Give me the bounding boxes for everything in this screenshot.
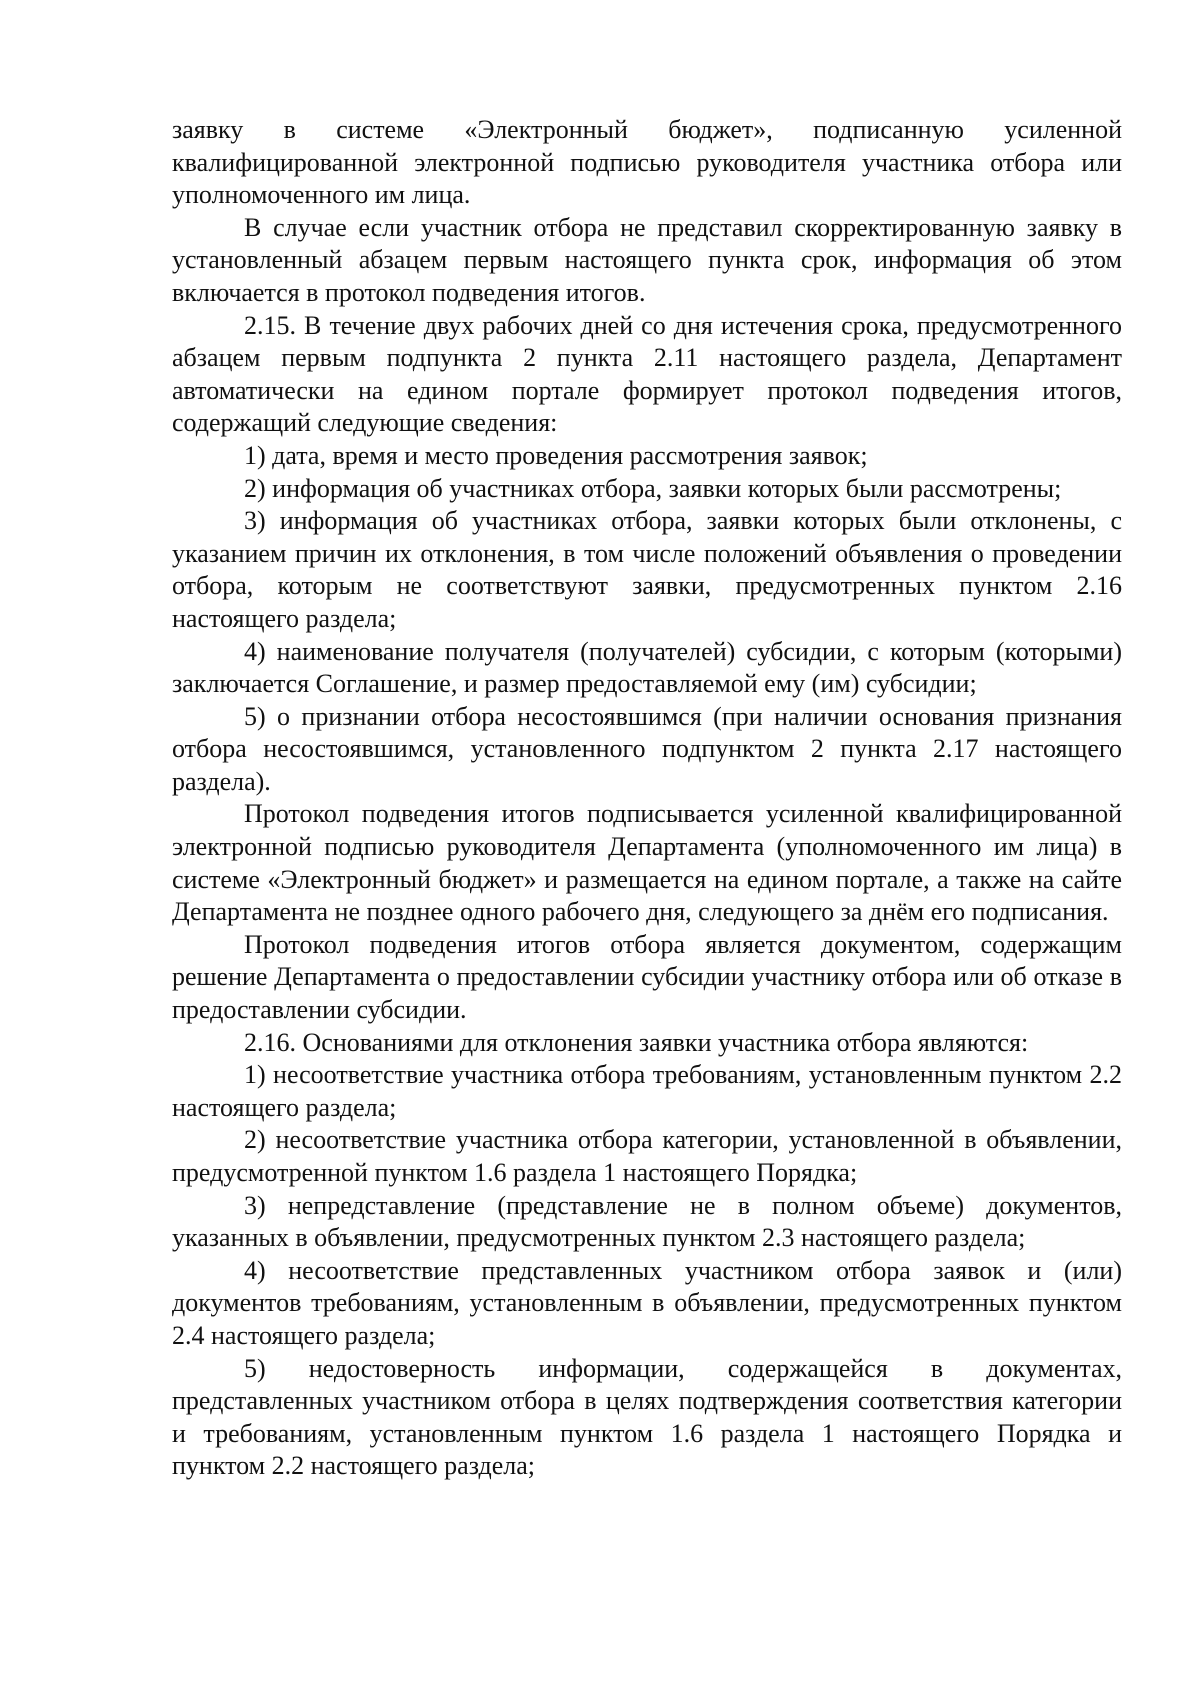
list-item: 1) несоответствие участника отбора требованиям, установленным пунктом 2.2 настоящего раздела; — [172, 1060, 1122, 1122]
list-item: 5) о признании отбора несостоявшимся (при наличии основания признания отбора несостоявшимся, установленного подпунктом 2 пункта 2.17 настоящего раздела). — [172, 701, 1122, 796]
paragraph-continuation: заявку в системе «Электронный бюджет», подписанную усиленной квалифицированной электронной подписью руководителя участника отбора или уполномоченного им лица. — [172, 115, 1122, 210]
list-item: 3) непредставление (представление не в полном объеме) документов, указанных в объявлении, предусмотренных пунктом 2.3 настоящего раздела; — [172, 1190, 1122, 1253]
list-item: 5) недостоверность информации, содержащейся в документах, представленных участником отбора в целях подтверждения соответствия категории и требованиям, установленным пунктом 1.6 раздела 1 настоящего Порядка и пунктом 2.2 настоящего раздела; — [172, 1353, 1122, 1481]
list-item: 4) несоответствие представленных участником отбора заявок и (или) документов требованиям, установленным в объявлении, предусмотренных пунктом 2.4 настоящего раздела; — [172, 1255, 1122, 1350]
list-item: 3) информация об участниках отбора, заявки которых были отклонены, с указанием причин их отклонения, в том числе положений объявления о проведении отбора, которым не соответствуют заявки, предусмотренных пунктом 2.16 настоящего раздела; — [172, 506, 1122, 633]
document-body — [172, 114, 1122, 1483]
paragraph-clause-2-16: 2.16. Основаниями для отклонения заявки участника отбора являются: — [244, 1027, 1029, 1057]
list-item: 4) наименование получателя (получателей) субсидии, с которым (которыми) заключается Соглашение, и размер предоставляемой ему (им) субсидии; — [172, 636, 1122, 699]
paragraph: В случае если участник отбора не представил скорректированную заявку в установленный абзацем первым настоящего пункта срок, информация об этом включается в протокол подведения итогов. — [172, 212, 1122, 307]
list-item: 1) дата, время и место проведения рассмотрения заявок; — [244, 440, 868, 470]
paragraph-clause-2-15: 2.15. В течение двух рабочих дней со дня истечения срока, предусмотренного абзацем первым подпункта 2 пункта 2.11 настоящего раздела, Департамент автоматически на едином портале формирует протокол подведения итогов, содержащий следующие сведения: — [172, 310, 1122, 438]
list-item: 2) несоответствие участника отбора категории, установленной в объявлении, предусмотренной пунктом 1.6 раздела 1 настоящего Порядка; — [172, 1125, 1122, 1187]
list-item: 2) информация об участниках отбора, заявки которых были рассмотрены; — [244, 473, 1062, 503]
paragraph: Протокол подведения итогов отбора является документом, содержащим решение Департамента о предоставлении субсидии участнику отбора или об отказе в предоставлении субсидии. — [172, 929, 1122, 1025]
paragraph: Протокол подведения итогов подписывается усиленной квалифицированной электронной подписью руководителя Департамента (уполномоченного им лица) в системе «Электронный бюджет» и размещается на едином портале, а также на сайте Департамента не позднее одного рабочего дня, следующего за днём его подписания. — [172, 799, 1122, 927]
